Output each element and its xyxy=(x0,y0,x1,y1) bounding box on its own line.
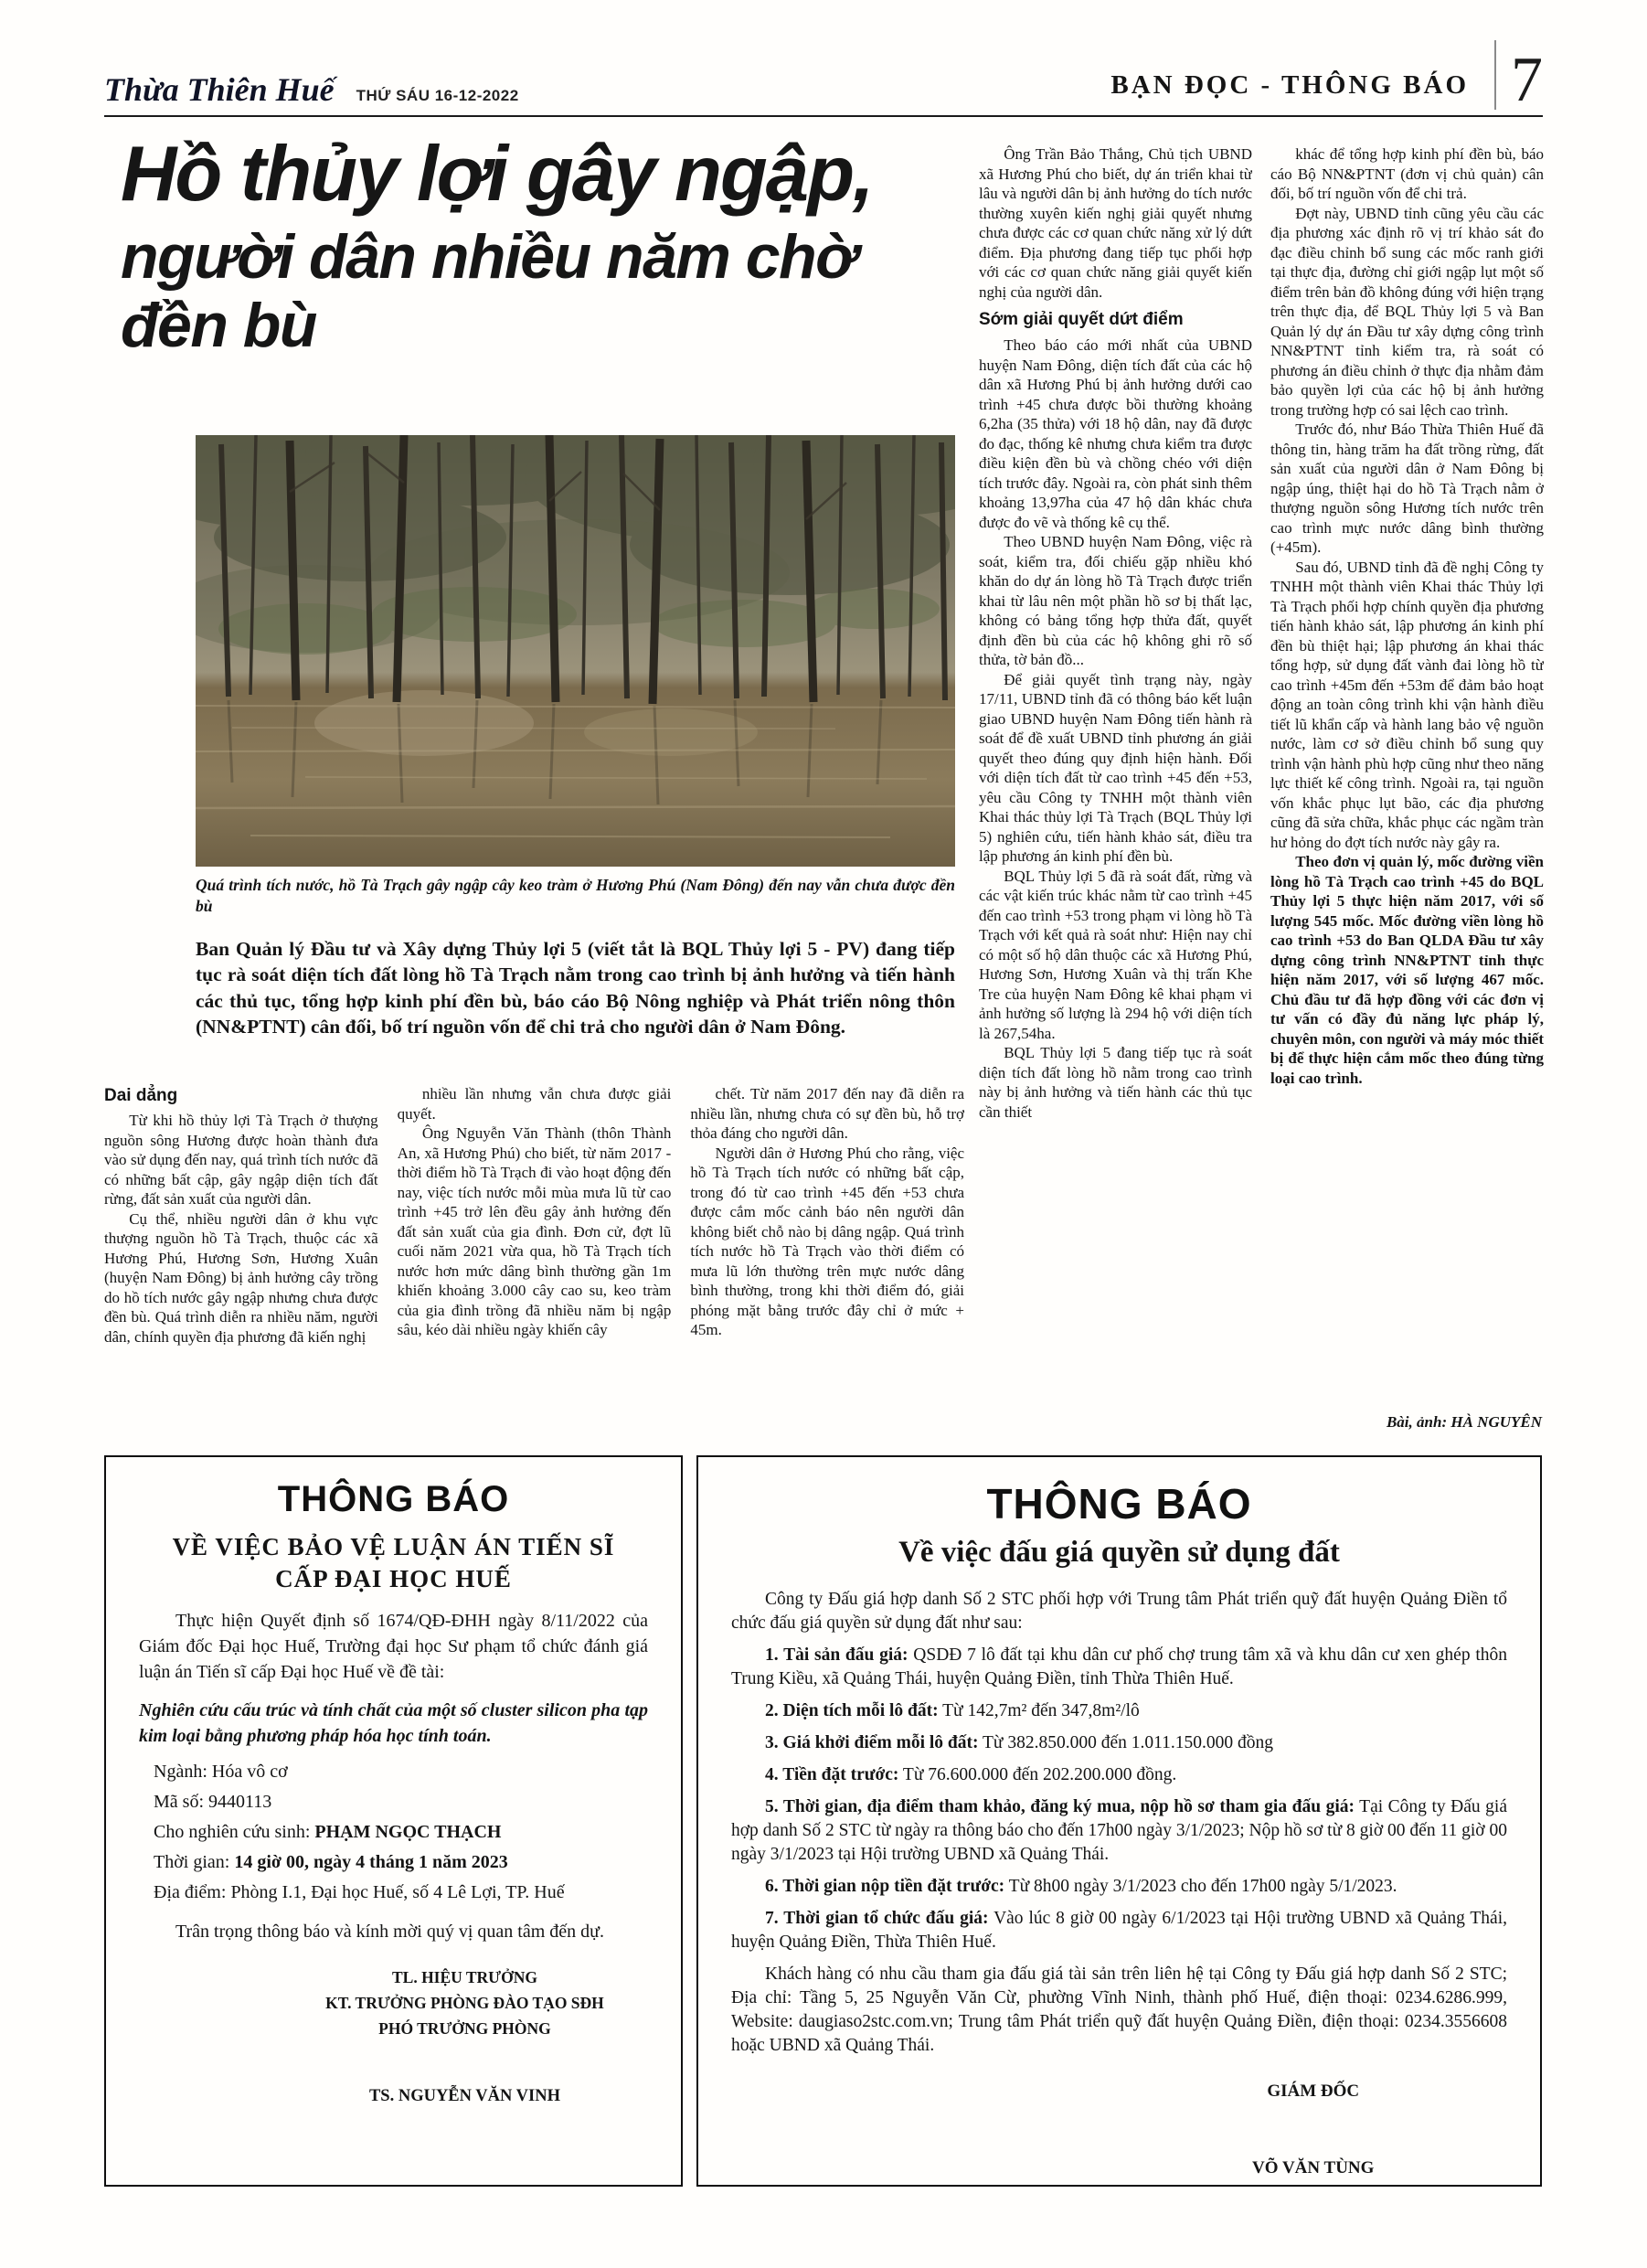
meta-value: 14 giờ 00, ngày 4 tháng 1 năm 2023 xyxy=(234,1852,508,1873)
signature-role: PHÓ TRƯỞNG PHÒNG xyxy=(378,2019,551,2039)
item-text: Từ 142,7m² đến 347,8m²/lô xyxy=(938,1701,1140,1720)
article-paragraph: Theo UBND huyện Nam Đông, việc rà soát, kiểm tra, đối chiếu gặp nhiều khó khăn do dự án lòng hồ Tà Trạch được triển khai từ lâu nên một phần hồ sơ bị thất lạc, không có bảng tổng hợp thửa đất, quyết định đền bù của các hộ không ghi rõ số thửa, tờ bản đồ... xyxy=(979,533,1252,668)
auction-item-7 xyxy=(731,1907,1507,1954)
page-number: 7 xyxy=(1511,44,1543,115)
notice-thesis-subtitle-line-2: CẤP ĐẠI HỌC HUẾ xyxy=(275,1565,512,1593)
article-paragraph: BQL Thủy lợi 5 đang tiếp tục rà soát diện tích đất lòng hồ nằm trong cao trình này bị ảnh hưởng và tiến hành các thủ tục cần thiết xyxy=(979,1044,1252,1121)
notice-auction-subtitle: Về việc đấu giá quyền sử dụng đất xyxy=(898,1536,1340,1569)
article-column-3 xyxy=(690,1084,964,1432)
thesis-code xyxy=(154,1788,648,1815)
article-paragraph: Người dân ở Hương Phú cho rằng, việc hồ Tà Trạch tích nước có những bất cập, trong đó từ cao trình +45 đến +53 chưa được cắm mốc cảnh báo nên người dân không biết chỗ nào bị dâng ngập. Quá trình tích nước hồ Tà Trạch vào thời điểm có mưa lũ lớn thường trên mực nước dâng bình thường, trong khi thời điểm đó, giải phóng mặt bằng trước đây chỉ ở mức + 45m. xyxy=(690,1144,964,1338)
signature-role: TL. HIỆU TRƯỞNG xyxy=(391,1968,537,1987)
flood-photo-image xyxy=(196,435,955,867)
item-label: 3. Giá khởi điểm mỗi lô đất: xyxy=(765,1733,979,1752)
notice-auction-contact: Khách hàng có nhu cầu tham gia đấu giá tài sản trên liên hệ tại Công ty Đấu giá hợp danh Số 2 STC; Địa chỉ: Tầng 5, 25 Nguyễn Văn Cừ, phường Vĩnh Ninh, thành phố Huế, điện thoại: 0234.6286.999, Website: daugiaso2stc.com.vn; Trung tâm Phát triển quỹ đất huyện Quảng Điền, điện thoại: 0234.3556608 hoặc UBND xã Quảng Thái. xyxy=(731,1965,1507,2055)
page-header xyxy=(104,40,1543,115)
notice-auction-intro: Công ty Đấu giá hợp danh Số 2 STC phối hợp với Trung tâm Phát triển quỹ đất huyện Quảng Điền tổ chức đấu giá quyền sử dụng đất như sau: xyxy=(731,1590,1507,1633)
article-paragraph: Cụ thể, nhiều người dân ở khu vực thượng nguồn hồ Tà Trạch, thuộc các xã Hương Phú, Hương Sơn, Hương Xuân (huyện Nam Đông) bị ảnh hưởng cây trồng do hồ tích nước gây ngập nhưng chưa được đền bù. Quá trình diễn ra nhiều năm, người dân, chính quyền địa phương đã kiến nghị xyxy=(104,1209,378,1346)
article-headline xyxy=(121,133,966,360)
article-paragraph: chết. Từ năm 2017 đến nay đã diễn ra nhiều lần, nhưng chưa có sự đền bù, hỗ trợ thỏa đáng cho người dân. xyxy=(690,1085,964,1142)
notice-thesis-title: THÔNG BÁO xyxy=(277,1479,510,1519)
article-paragraph: Sau đó, UBND tỉnh đã đề nghị Công ty TNHH một thành viên Khai thác Thủy lợi Tà Trạch phối hợp chính quyền địa phương tiến hành khảo sát, lập phương án kinh phí đền bù thiệt hại; lập phương án khai thác tổng hợp, sử dụng đất vành đai lòng hồ từ cao trình +45m đến +53m để đảm bảo hoạt động an toàn công trình khi vận hành điều tiết lũ khẩn cấp và hành lang bảo vệ nguồn nước, làm cơ sở điều chỉnh bổ sung quy trình vận hành phù hợp cũng như theo năng lực thiết kế công trình. Ngoài ra, tại nguồn vốn khắc phục lụt bão, các địa phương cũng đã sửa chữa, khắc phục các ngầm tràn hư hỏng do đợt tích nước này gây ra. xyxy=(1270,558,1544,851)
auction-item-1 xyxy=(731,1644,1507,1691)
signature-name: VÕ VĂN TÙNG xyxy=(1252,2158,1375,2177)
article-lead: Ban Quản lý Đầu tư và Xây dựng Thủy lợi 5 (viết tắt là BQL Thủy lợi 5 - PV) đang tiếp tục rà soát diện tích đất lòng hồ Tà Trạch nằm trong cao trình bị ảnh hưởng và tiến hành các thủ tục, tổng hợp kinh phí đền bù, báo cáo Bộ Nông nghiệp và Phát triển nông thôn (NN&PTNT) cân đối, bố trí nguồn vốn để chi trả cho người dân ở Nam Đông. xyxy=(196,938,955,1038)
article-paragraph: BQL Thủy lợi 5 đã rà soát đất, rừng và các vật kiến trúc khác nằm từ cao trình +45 đến cao trình +53 trong phạm vi lòng hồ Tà Trạch với kết quả rà soát như: Hiện nay chỉ có một số hộ dân thuộc các xã Hương Phú, Hương Sơn, Hương Xuân và thị trấn Khe Tre của huyện Nam Đông kê khai phạm vi ảnh hưởng số lượng là 294 hộ với diện tích là 267,54ha. xyxy=(979,867,1252,1042)
auction-item-3 xyxy=(731,1731,1507,1755)
newspaper-logo: Thừa Thiên Huế xyxy=(104,71,335,108)
article-paragraph: Đợt này, UBND tỉnh cũng yêu cầu các địa phương xác định rõ vị trí khảo sát đo đạc điều chỉnh bổ sung các mốc ranh giới tại thực địa, đường chỉ giới ngập lụt một số điểm trên bản đồ không đúng với hiện trạng trên thực địa, để BQL Thủy lợi 5 và Ban Quản lý dự án Đầu tư xây dựng công trình NN&PTNT tỉnh kiểm tra, rà soát có phương án điều chỉnh ở thực địa nhằm đảm bảo quyền lợi của các hộ bị ảnh hưởng trong trường hợp có sai lệch cao trình. xyxy=(1270,204,1544,419)
article-paragraph: khác để tổng hợp kinh phí đền bù, báo cáo Bộ NN&PTNT (đơn vị chủ quản) cân đối, bố trí nguồn vốn để chi trả. xyxy=(1270,145,1544,202)
notice-thesis-intro: Thực hiện Quyết định số 1674/QĐ-ĐHH ngày 8/11/2022 của Giám đốc Đại học Huế, Trường đại học Sư phạm tổ chức đánh giá luận án Tiến sĩ cấp Đại học Huế về đề tài: xyxy=(139,1611,648,1683)
meta-value: Phòng I.1, Đại học Huế, số 4 Lê Lợi, TP. Huế xyxy=(230,1882,565,1903)
meta-label: Mã số: xyxy=(154,1792,204,1813)
auction-item-2 xyxy=(731,1699,1507,1723)
article-column-2 xyxy=(398,1084,672,1432)
item-text: QSDĐ 7 lô đất tại khu dân cư phố chợ trung tâm xã và khu dân cư xen ghép thôn Trung Kiều, xã Quảng Thái, huyện Quảng Điền, tỉnh Thừa Thiên Huế. xyxy=(731,1645,1507,1688)
item-label: 1. Tài sản đấu giá: xyxy=(765,1645,909,1665)
meta-label: Địa điểm: xyxy=(154,1882,227,1903)
section-header xyxy=(1110,40,1543,115)
meta-label: Cho nghiên cứu sinh: xyxy=(154,1822,311,1843)
section-title: BẠN ĐỌC - THÔNG BÁO xyxy=(1110,70,1469,100)
article-paragraph: Để giải quyết tình trạng này, ngày 17/11, UBND tỉnh đã có thông báo kết luận giao UBND huyện Nam Đông tiến hành rà soát để đề xuất UBND tỉnh phương án giải quyết theo đúng quy định hiện hành. Đối với diện tích đất từ cao trình +45 đến +53, yêu cầu Công ty TNHH một thành viên Khai thác thủy lợi Tà Trạch (BQL Thủy lợi 5) nghiên cứu, tiến hành khảo sát, điều tra lập phương án kinh phí đền bù. xyxy=(979,670,1252,865)
notice-thesis-subtitle-line-1: VỀ VIỆC BẢO VỆ LUẬN ÁN TIẾN SĨ xyxy=(172,1533,615,1560)
masthead xyxy=(104,70,519,110)
article-columns-left xyxy=(104,1084,964,1432)
item-text: Vào lúc 8 giờ 00 ngày 6/1/2023 tại Hội trường UBND xã Quảng Thái, huyện Quảng Điền, Thừa Thiên Huế. xyxy=(731,1909,1507,1952)
item-label: 7. Thời gian tổ chức đấu giá: xyxy=(765,1909,989,1928)
auction-item-5 xyxy=(731,1795,1507,1867)
article-column-1 xyxy=(104,1084,378,1432)
byline: Bài, ảnh: HÀ NGUYÊN xyxy=(1386,1412,1542,1431)
notice-thesis-content xyxy=(106,1457,681,2185)
thesis-time xyxy=(154,1848,648,1876)
header-rule xyxy=(104,115,1543,117)
article-paragraph: Trước đó, như Báo Thừa Thiên Huế đã thông tin, hàng trăm ha đất trồng rừng, đất sản xuất của người dân ở Nam Đông bị ngập úng, thiệt hại do hồ Tà Trạch nằm ở thượng nguồn sông Hương tích nước trên cao trình mực nước dâng bình thường (+45m). xyxy=(1270,421,1544,556)
item-label: 6. Thời gian nộp tiền đặt trước: xyxy=(765,1877,1005,1896)
editor-note: Theo đơn vị quản lý, mốc đường viền lòng hồ Tà Trạch cao trình +45 do BQL Thủy lợi 5 thực hiện năm 2017, với số lượng 545 mốc. Mốc đường viền lòng hồ cao trình +53 do Ban QLDA Đầu tư xây dựng công trình NN&PTNT tỉnh thực hiện năm 2017, với số lượng 467 mốc. Chủ đầu tư đã hợp đồng với các đơn vị tư vấn có đầy đủ năng lực pháp lý, chuyên môn, con người và máy móc thiết bị để thực hiện cắm mốc theo đúng từng loại cao trình. xyxy=(1270,853,1544,1087)
item-text: Tại Công ty Đấu giá hợp danh Số 2 STC từ ngày ra thông báo cho đến 17h00 ngày 3/1/2023; Nộp hồ sơ từ 8 giờ 00 đến 11 giờ 00 ngày 3/1/2023 tại Hội trường UBND xã Quảng Thái. xyxy=(731,1797,1507,1864)
item-text: Từ 8h00 ngày 3/1/2023 cho đến 17h00 ngày 5/1/2023. xyxy=(1004,1877,1397,1896)
meta-label: Ngành: xyxy=(154,1762,207,1783)
thesis-candidate xyxy=(154,1818,648,1846)
subhead-som-giai-quyet: Sớm giải quyết dứt điểm xyxy=(979,310,1184,329)
item-text: Từ 382.850.000 đến 1.011.150.000 đồng xyxy=(978,1733,1274,1752)
headline-line-1: Hồ thủy lợi gây ngập, xyxy=(121,131,873,218)
photo-caption: Quá trình tích nước, hồ Tà Trạch gây ngập cây keo tràm ở Hương Phú (Nam Đông) đến nay vẫn chưa được đền bù xyxy=(196,876,955,915)
article-paragraph: nhiều lần nhưng vẫn chưa được giải quyết. xyxy=(397,1085,672,1123)
meta-value: Hóa vô cơ xyxy=(211,1762,288,1783)
thesis-location xyxy=(154,1879,648,1906)
thesis-title: Nghiên cứu cấu trúc và tính chất của một số cluster silicon pha tạp kim loại bằng phương pháp hóa học tính toán. xyxy=(139,1700,648,1747)
notice-thesis-defense xyxy=(104,1455,683,2187)
signature-role: KT. TRƯỞNG PHÒNG ĐÀO TẠO SĐH xyxy=(325,1994,604,2013)
article-paragraph: Ông Nguyễn Văn Thành (thôn Thành An, xã Hương Phú) cho biết, từ năm 2017 - thời điểm hồ Tà Trạch đi vào hoạt động đến nay, việc tích nước mỗi mùa mưa lũ từ cao trình +45 trở lên đều gây ảnh hưởng đến đất sản xuất của gia đình. Đơn cử, đợt lũ cuối năm 2021 vừa qua, hồ Tà Trạch tích nước hơn mức dâng bình thường gần 1m khiến khoảng 3.000 cây cao su, keo tràm của gia đình trồng đã nhiều năm bị ngập sâu, kéo dài nhiều ngày khiến cây xyxy=(397,1124,672,1338)
signature-block xyxy=(292,1965,638,2111)
article-column-4 xyxy=(979,144,1252,1433)
article-paragraph: Ông Trần Bảo Thắng, Chủ tịch UBND xã Hương Phú cho biết, dự án triển khai từ lâu và người dân bị ảnh hưởng do tích nước thường xuyên kiến nghị giải quyết nhưng chưa được các cơ quan chức năng xử lý dứt điểm. Địa phương đang tiếp tục phối hợp với các cơ quan chức năng giải quyết kiến nghị của người dân. xyxy=(979,145,1252,301)
headline-line-2: người dân nhiều năm chờ đền bù xyxy=(121,222,856,360)
issue-date: THỨ SÁU 16-12-2022 xyxy=(356,87,519,104)
signature-block xyxy=(1165,2082,1461,2178)
notice-thesis-closing: Trân trọng thông báo và kính mời quý vị quan tâm đến dự. xyxy=(175,1922,604,1943)
meta-label: Thời gian: xyxy=(154,1852,230,1873)
notice-auction-title: THÔNG BÁO xyxy=(986,1480,1252,1528)
auction-item-6 xyxy=(731,1875,1507,1899)
signature-role: GIÁM ĐỐC xyxy=(1267,2082,1360,2101)
meta-value: PHẠM NGỌC THẠCH xyxy=(314,1822,502,1843)
notice-auction-content xyxy=(698,1457,1540,2185)
notice-thesis-subtitle xyxy=(139,1531,648,1595)
article-paragraph: Từ khi hồ thủy lợi Tà Trạch ở thượng nguồn sông Hương được hoàn thành đưa vào sử dụng đến nay, quá trình tích nước đã có những bất cập, gây ngập diện tích đất rừng, đất sản xuất của người dân. xyxy=(104,1112,378,1208)
auction-item-4 xyxy=(731,1763,1507,1787)
item-label: 4. Tiền đặt trước: xyxy=(765,1765,899,1784)
item-text: Từ 76.600.000 đến 202.200.000 đồng. xyxy=(898,1765,1177,1784)
item-label: 5. Thời gian, địa điểm tham khảo, đăng ký mua, nộp hồ sơ tham gia đấu giá: xyxy=(765,1797,1355,1816)
signature-name: TS. NGUYỄN VĂN VINH xyxy=(368,2087,560,2106)
article-paragraph: Theo báo cáo mới nhất của UBND huyện Nam Đông, diện tích đất của các hộ dân xã Hương Phú bị ảnh hưởng dưới cao trình +45 chưa được bồi thường khoảng 6,2ha (35 thửa) với 18 hộ dân, nay đã được đo đạc, thống kê nhưng chưa kiểm tra được điều kiện đền bù và chồng chéo với diện tích trước đây. Ngoài ra, còn phát sinh thêm khoảng 13,97ha của 47 hộ dân khác chưa được đo vẽ và thống kê cụ thể. xyxy=(979,336,1252,531)
subhead-dai-dang: Dai dẳng xyxy=(104,1086,178,1105)
meta-value: 9440113 xyxy=(208,1792,272,1813)
article-column-5 xyxy=(1270,144,1544,1433)
item-label: 2. Diện tích mỗi lô đất: xyxy=(765,1701,939,1720)
notice-land-auction xyxy=(696,1455,1542,2187)
article-figure xyxy=(196,435,955,917)
thesis-field xyxy=(154,1758,648,1785)
